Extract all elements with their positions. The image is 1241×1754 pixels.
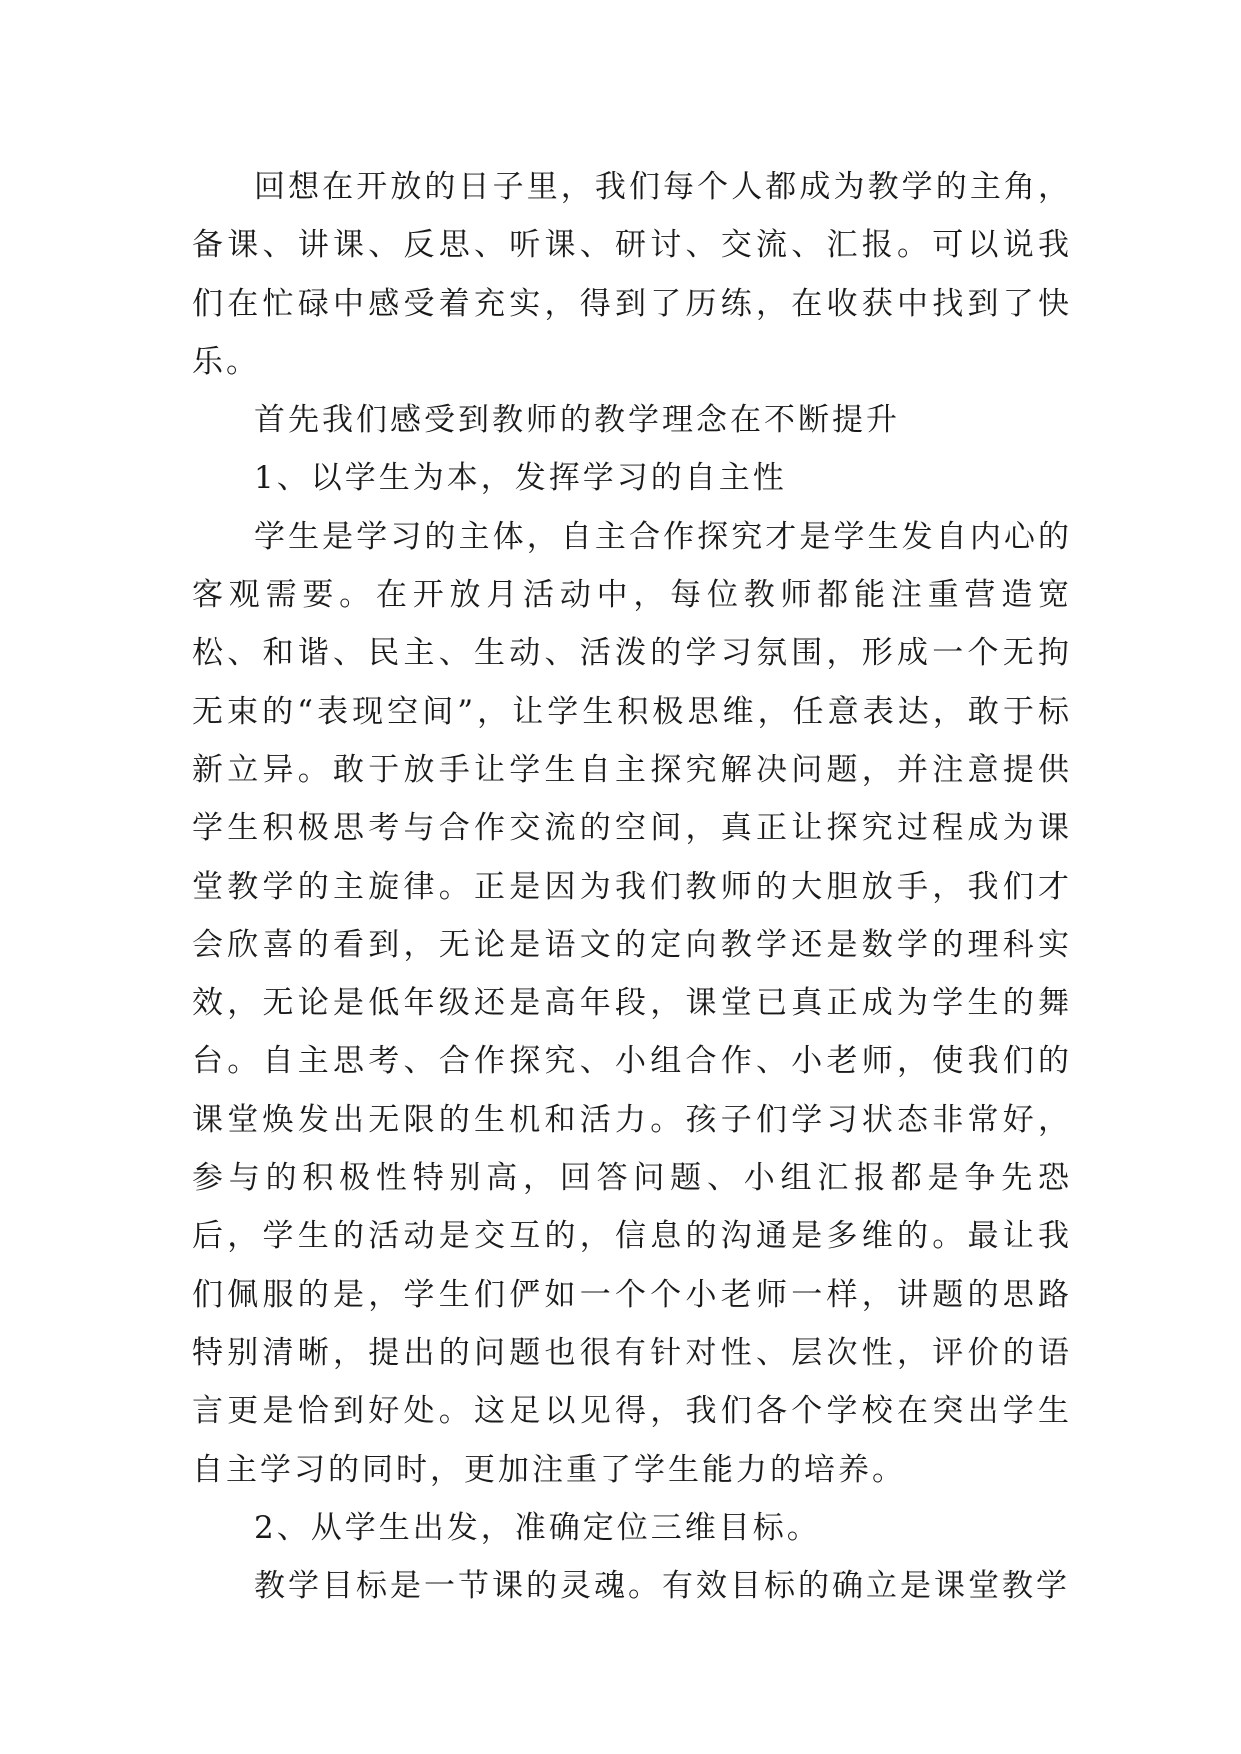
paragraph-student-centered: 学生是学习的主体，自主合作探究才是学生发自内心的客观需要。在开放月活动中，每位教师都能注重营造宽松、和谐、民主、生动、活泼的学习氛围，形成一个无拘无束的“表现空间”，让学生积极思维，任意表达，敢于标新立异。敢于放手让学生自主探究解决问题，并注意提供学生积极思考与合作交流的空间，真正让探究过程成为课堂教学的主旋律。正是因为我们教师的大胆放手，我们才会欣喜的看到，无论是语文的定向教学还是数学的理科实效，无论是低年级还是高年段，课堂已真正成为学生的舞台。自主思考、合作探究、小组合作、小老师，使我们的课堂焕发出无限的生机和活力。孩子们学习状态非常好，参与的积极性特别高，回答问题、小组汇报都是争先恐后，学生的活动是交互的，信息的沟通是多维的。最让我们佩服的是，学生们俨如一个个小老师一样，讲题的思路特别清晰，提出的问题也很有针对性、层次性，评价的语言更是恰到好处。这足以见得，我们各个学校在突出学生自主学习的同时，更加注重了学生能力的培养。 xyxy=(192,518,1072,1488)
document-body xyxy=(192,158,1072,1615)
paragraph-heading-concept: 首先我们感受到教师的教学理念在不断提升 xyxy=(254,402,900,439)
paragraph-intro: 回想在开放的日子里，我们每个人都成为教学的主角，备课、讲课、反思、听课、研讨、交流、汇报。可以说我们在忙碌中感受着充实，得到了历练，在收获中找到了快乐。 xyxy=(192,169,1072,380)
paragraph-heading-2: 2、从学生出发，准确定位三维目标。 xyxy=(254,1509,821,1546)
paragraph-heading-1: 1、以学生为本，发挥学习的自主性 xyxy=(254,460,787,497)
paragraph-teaching-goals: 教学目标是一节课的灵魂。有效目标的确立是课堂教学 xyxy=(254,1568,1070,1605)
